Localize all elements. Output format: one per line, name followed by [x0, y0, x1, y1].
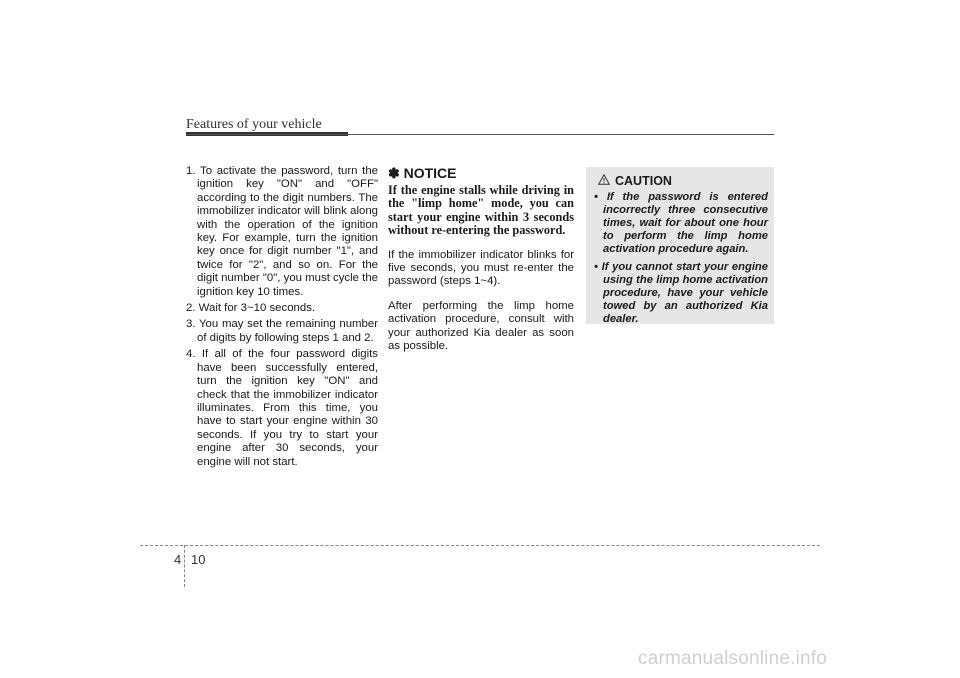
step-2: 2. Wait for 3~10 seconds.	[186, 302, 316, 315]
step-4: 4. If all of the four password digits have been successfully entered, turn the ignition key "ON" and check that the immobilizer indicator illuminates. From this time, you have to start your engine within 30 seconds. If you try to start your engine after 30 seconds, your engine will not start.	[186, 348, 378, 468]
step-1: 1. To activate the password, turn the ignition key "ON" and "OFF" according to the digit numbers. The immobilizer indicator will blink along with the operation of the ignition key. For example, turn the ignition key once for digit number "1", and twice for "2", and so on. For the digit number "0", you must cycle the ignition key 10 times.	[186, 165, 378, 298]
notice-paragraph-1: If the immobilizer indicator blinks for five seconds, you must re-enter the password (steps 1~4).	[388, 248, 574, 288]
footer-divider	[184, 545, 185, 587]
chapter-number: 4	[174, 552, 182, 567]
warning-triangle-icon	[598, 174, 610, 188]
footer-rule	[140, 545, 820, 546]
header-rule	[186, 134, 774, 135]
page-header-title: Features of your vehicle	[186, 117, 322, 132]
caution-header	[598, 173, 768, 189]
notice-column	[388, 165, 574, 364]
steps-column	[186, 165, 378, 472]
page-number: 10	[191, 552, 206, 567]
notice-paragraph-2: After performing the limp home activation procedure, consult with your authorized Kia dealer as soon as possible.	[388, 299, 574, 353]
caution-title: CAUTION	[615, 174, 672, 188]
watermark-text: carmanualsonline.info	[638, 648, 828, 669]
notice-lead: If the engine stalls while driving in the "limp home" mode, you can start your engine within 3 seconds without re-entering the password.	[388, 183, 574, 238]
caution-item-1: • If the password is entered incorrectly three consecutive times, wait for about one hour to perform the limp home activation procedure again.	[594, 191, 768, 255]
caution-item-2: • If you cannot start your engine using the limp home activation procedure, have your vehicle towed by an authorized Kia dealer.	[594, 261, 768, 325]
notice-title: ✽ NOTICE	[388, 165, 457, 181]
step-3: 3. You may set the remaining number of digits by following steps 1 and 2.	[186, 318, 378, 344]
caution-box	[586, 167, 774, 324]
